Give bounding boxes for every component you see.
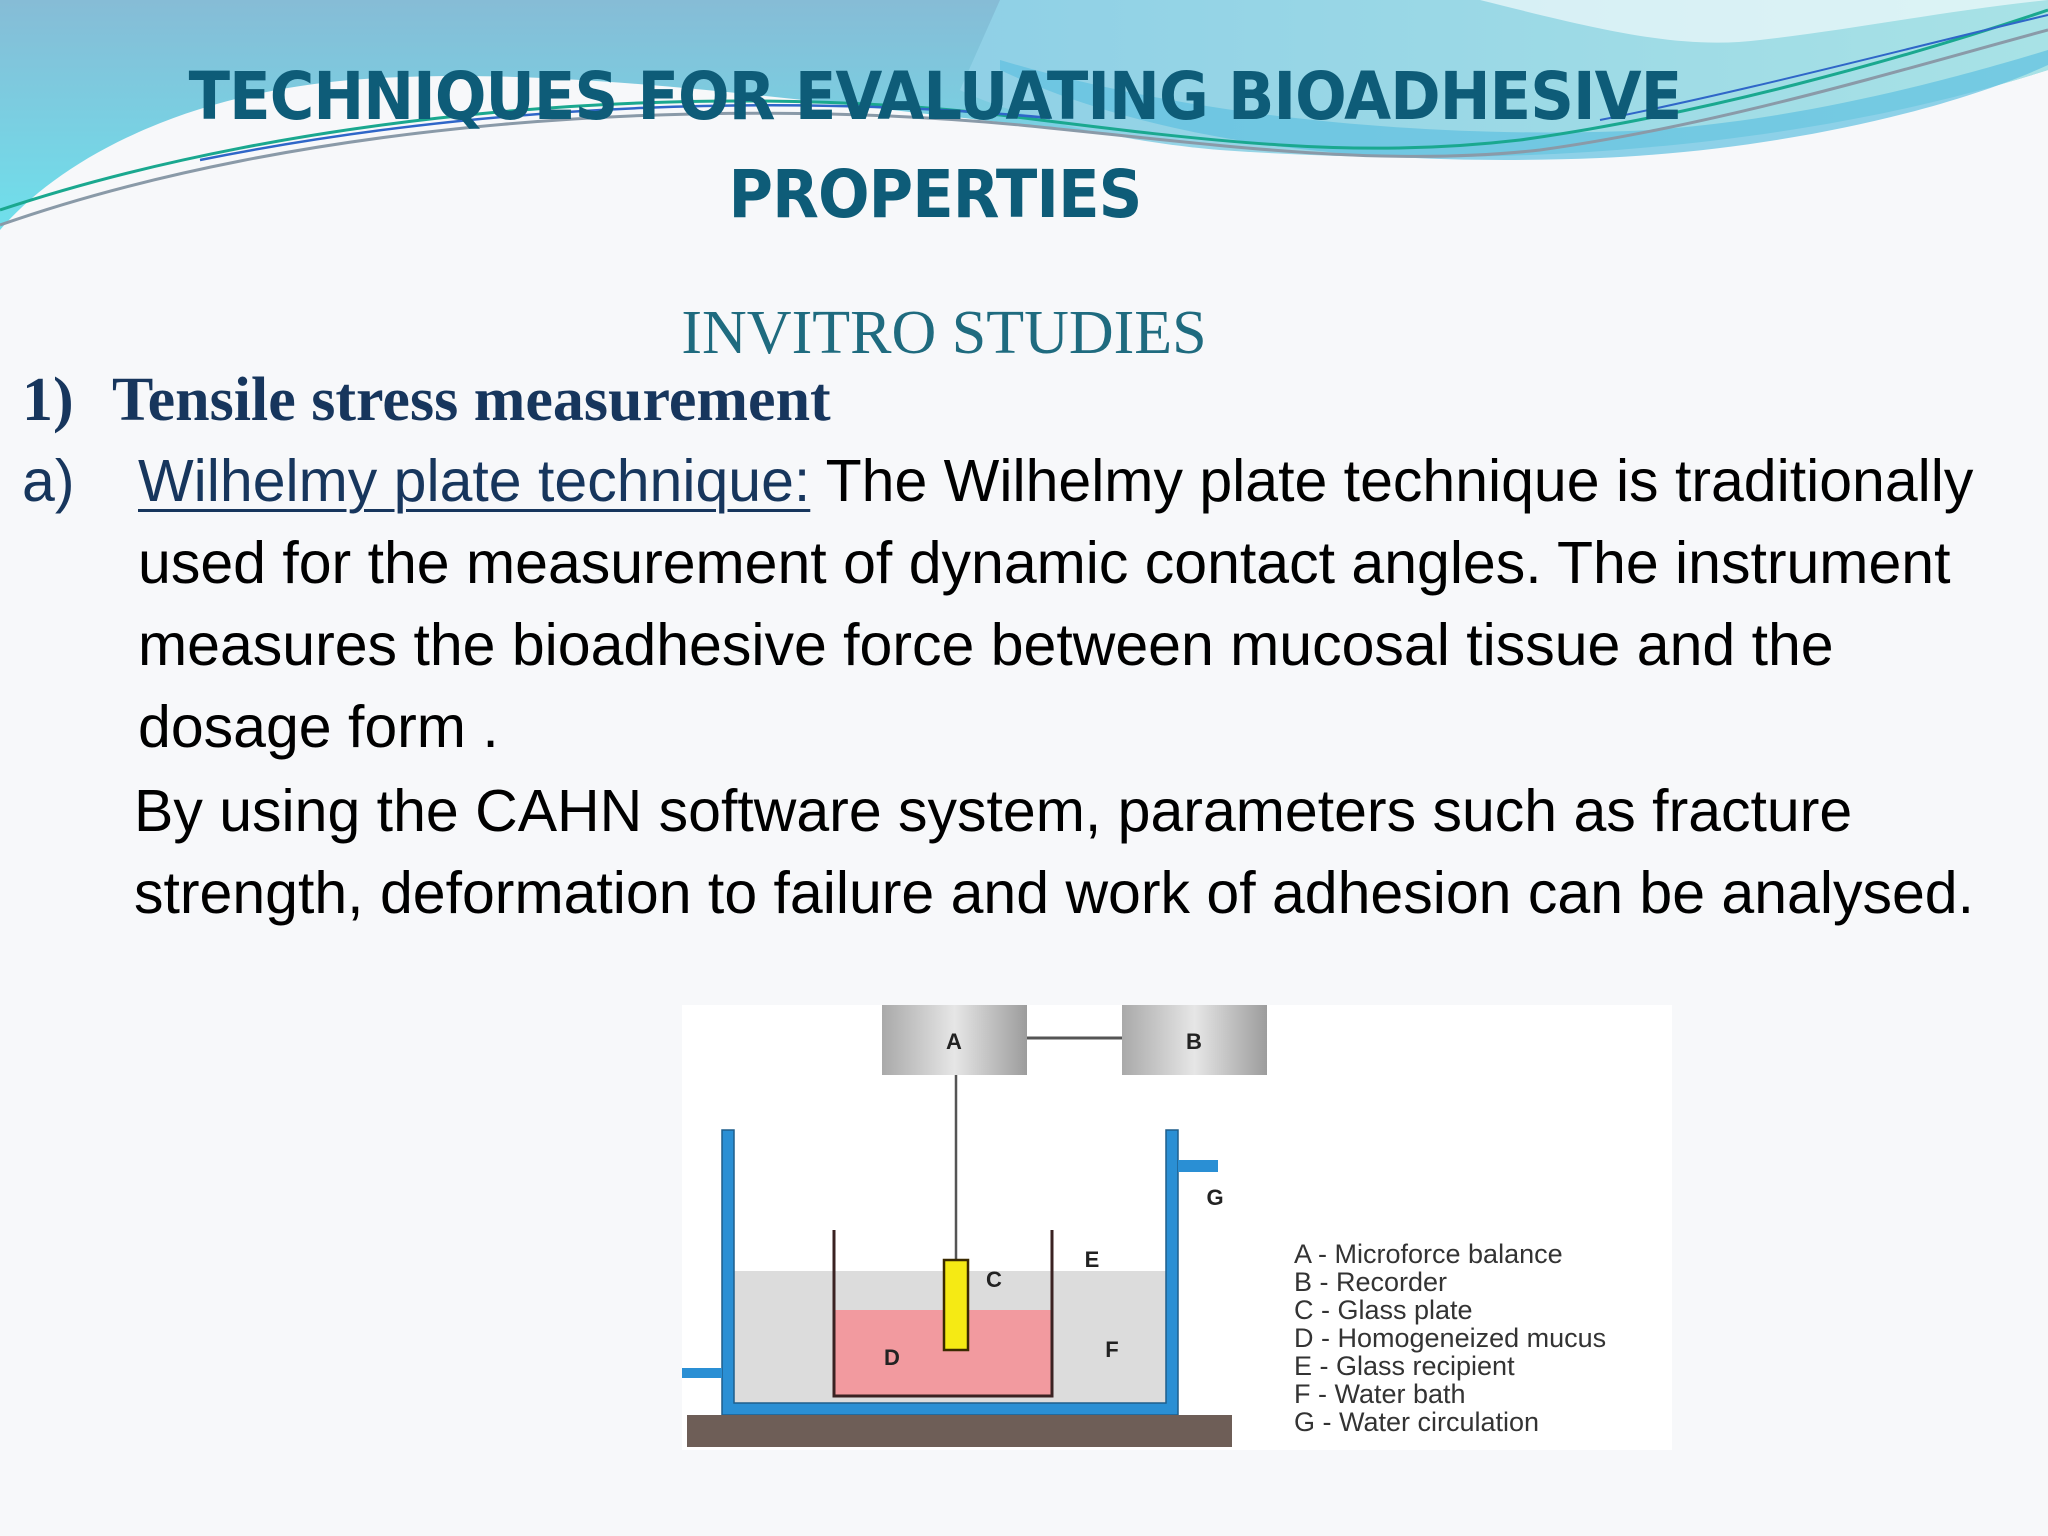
legend-item: A - Microforce balance	[1294, 1239, 1563, 1269]
item-a-paragraph-2: By using the CAHN software system, parameters such as fracture strength, deformation to failure and work of adhesion can be analysed.	[134, 778, 1974, 926]
label-e: E	[1084, 1247, 1100, 1272]
label-c: C	[986, 1267, 1002, 1292]
item-a-paragraph	[22, 440, 2022, 768]
slide-title	[75, 48, 1795, 244]
section-heading-text: Tensile stress measurement	[112, 366, 831, 434]
label-a: A	[946, 1029, 962, 1054]
label-d: D	[884, 1345, 900, 1370]
item-a-marker: a)	[22, 448, 75, 514]
legend-item: B - Recorder	[1294, 1267, 1448, 1297]
wilhelmy-plate-link[interactable]: Wilhelmy plate technique:	[138, 448, 811, 514]
section-number: 1)	[22, 366, 74, 434]
slide-title-line-1: TECHNIQUES FOR EVALUATING BIOADHESIVE	[188, 58, 1682, 135]
water-outlet-pipe	[1178, 1160, 1218, 1172]
section-heading	[22, 364, 831, 436]
legend-item: D - Homogeneized mucus	[1294, 1323, 1607, 1353]
legend-item: G - Water circulation	[1294, 1407, 1540, 1437]
slide-title-line-2: PROPERTIES	[728, 156, 1142, 233]
legend-item: E - Glass recipient	[1294, 1351, 1515, 1381]
glass-plate	[944, 1260, 968, 1350]
label-f: F	[1105, 1337, 1119, 1362]
item-a-body	[138, 440, 2022, 768]
apparatus-base	[687, 1415, 1232, 1447]
item-a-text: The Wilhelmy plate technique is traditionally used for the measurement of dynamic contact angles. The instrument measures the bioadhesive force between mucosal tissue and the dosage form .	[138, 448, 1974, 760]
label-g: G	[1206, 1185, 1224, 1210]
label-b: B	[1186, 1029, 1202, 1054]
figure-legend	[1294, 1240, 1606, 1436]
water-inlet-pipe	[682, 1368, 722, 1378]
legend-item: C - Glass plate	[1294, 1295, 1473, 1325]
legend-item: F - Water bath	[1294, 1379, 1466, 1409]
slide-subtitle: INVITRO STUDIES	[681, 299, 1207, 367]
